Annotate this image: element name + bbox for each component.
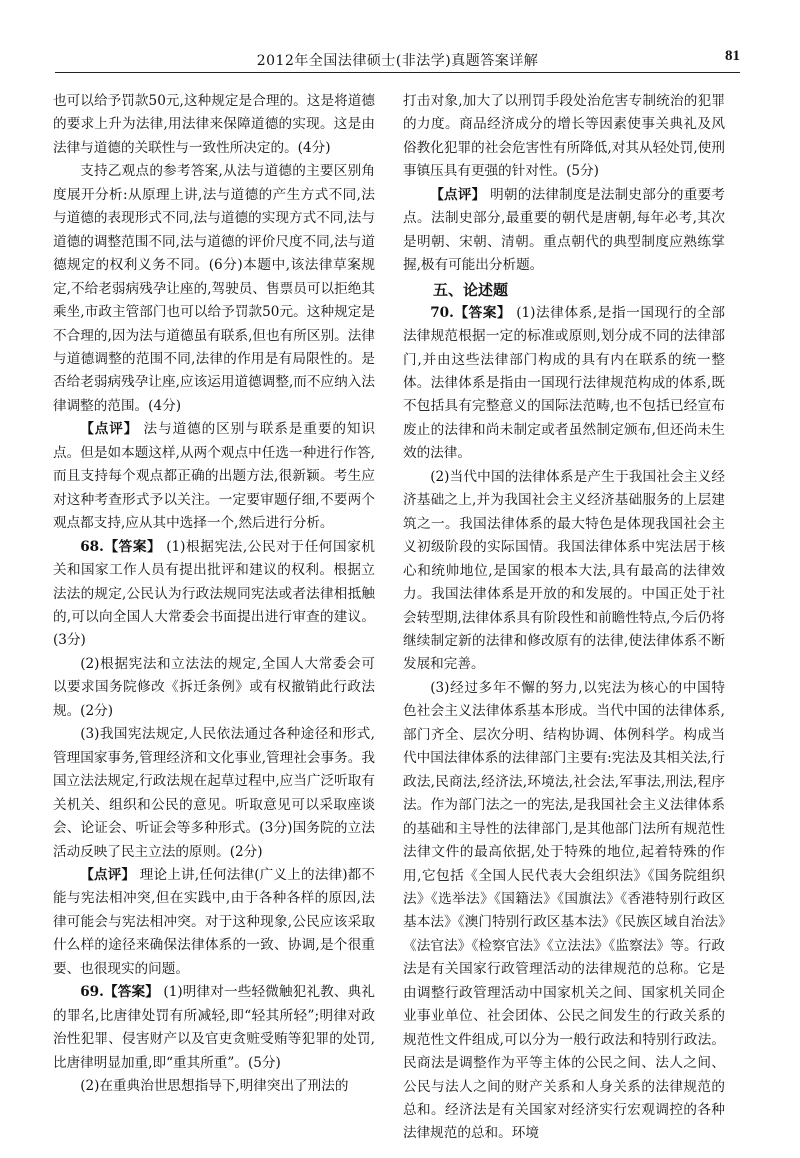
- paragraph: [403, 677, 725, 1146]
- paragraph-heading: 68.【答案】: [80, 538, 162, 555]
- paragraph: [53, 90, 375, 160]
- paragraph-text: 打击对象,加大了以刑罚手段处治危害专制统治的犯罪的力度。商品经济成分的增长等因素使事关典礼及风俗教化犯罪的社会危害性有所降低,对其从轻处罚,使刑事镇压具有更强的针对性。(5分): [403, 93, 725, 180]
- paragraph-text: (3)我国宪法规定,人民依法通过各种途径和形式,管理国家事务,管理经济和文化事业,管理社会事务。我国立法法规定,行政法规在起草过程中,应当广泛听取有关机关、组织和公民的意见。听取意见可以采取座谈会、论证会、听证会等多种形式。(3分)国务院的立法活动反映了民主立法的原则。(2分): [53, 726, 375, 860]
- paragraph-heading: 【点评】: [80, 421, 139, 438]
- right-column: [403, 90, 725, 1146]
- running-header: [55, 44, 740, 73]
- paragraph-text: (1)根据宪法,公民对于任何国家机关和国家工作人员有提出批评和建议的权利。根据立法法的规定,公民认为行政法规同宪法或者法律相抵触的,可以向全国人大常委会书面提出进行审查的建议。(3分): [53, 538, 375, 649]
- left-column: [53, 90, 375, 1098]
- section-title: 五、论述题: [433, 280, 509, 299]
- paragraph-text: 支持乙观点的参考答案,从法与道德的主要区别角度展开分析:从原理上讲,法与道德的产生方式不同,法与道德的表现形式不同,法与道德的实现方式不同,法与道德的调整范围不同,法与道德的评价尺度不同,法与道德规定的权利义务不同。(6分)本题中,该法律草案规定,不给老弱病残孕让座的,驾驶员、售票员可以拒绝其乘坐,市政主管部门也可以给予罚款50元。这种规定是不合理的,因为法与道德虽有联系,但也有所区别。法律与道德调整的范围不同,法律的作用是有局限性的。是否给老弱病残孕让座,应该运用道德调整,而不应纳入法律调整的范围。(4分): [53, 163, 375, 414]
- paragraph: [53, 723, 375, 864]
- paragraph: [53, 418, 375, 535]
- paragraph: [53, 160, 375, 418]
- paragraph-heading: 69.【答案】: [80, 984, 159, 1001]
- paragraph: [53, 864, 375, 981]
- paragraph-text: 明朝的法律制度是法制史部分的重要考点。法制史部分,最重要的朝代是唐朝,每年必考,其次是明朝、宋朝、清朝。重点朝代的典型制度应熟练掌握,极有可能出分析题。: [403, 186, 726, 274]
- paragraph-text: (2)在重典治世思想指导下,明律突出了刑法的: [80, 1078, 349, 1095]
- paragraph: [53, 981, 375, 1075]
- paragraph: [53, 653, 375, 723]
- page-number: 81: [725, 48, 740, 64]
- paragraph-heading: 【点评】: [430, 186, 486, 203]
- paragraph-text: (2)根据宪法和立法法的规定,全国人大常委会可以要求国务院修改《拆迁条例》或有权撤销此行政法规。(2分): [53, 655, 375, 719]
- paragraph-text: 理论上讲,任何法律(广义上的法律)都不能与宪法相冲突,但在实践中,由于各种各样的原因,法律可能会与宪法相冲突。对于这种现象,公民应该采取什么样的途径来确保法律体系的一致、协调,是个很重要、也很现实的问题。: [53, 866, 376, 977]
- paragraph-text: (1)明律对一些轻微触犯礼教、典礼的罪名,比唐律处罚有所减轻,即“轻其所轻”;明律对政治性犯罪、侵害财产以及官吏贪赃受贿等犯罪的处罚,比唐律明显加重,即“重其所重”。(5分): [53, 984, 375, 1071]
- paragraph-text: (1)法律体系,是指一国现行的全部法律规范根据一定的标准或原则,划分成不同的法律部门,并由这些法律部门构成的具有内在联系的统一整体。法律体系是指由一国现行法律规范构成的体系,既不包括具有完整意义的国际法范畴,也不包括已经宣布废止的法律和尚未制定或者虽然制定颁布,但还尚未生效的法律。: [403, 304, 725, 462]
- paragraph-text: (3)经过多年不懈的努力,以宪法为核心的中国特色社会主义法律体系基本形成。当代中国的法律体系,部门齐全、层次分明、结构协调、体例科学。构成当代中国法律体系的法律部门主要有:宪法及其相关法,行政法,民商法,经济法,环境法,社会法,军事法,刑法,程序法。作为部门法之一的宪法,是我国社会主义法律体系的基础和主导性的法律部门,是其他部门法所有规范性法律文件的最高依据,处于特殊的地位,起着特殊的作用,它包括《全国人民代表大会组织法》《国务院组织法》《选举法》《国籍法》《国旗法》《香港特别行政区基本法》《澳门特别行政区基本法》《民族区域自治法》《法官法》《检察官法》《立法法》《监察法》等。行政法是有关国家行政管理活动的法律规范的总称。它是由调整行政管理活动中国家机关之间、国家机关同企业事业单位、社会团体、公民之间发生的行政关系的规范性文件组成,可以分为一般行政法和特别行政法。民商法是调整作为平等主体的公民之间、法人之间、公民与法人之间的财产关系和人身关系的法律规范的总和。经济法是有关国家对经济实行宏观调控的各种法律规范的总和。环境: [403, 679, 725, 1142]
- paragraph: [403, 302, 725, 466]
- paragraph: [403, 184, 725, 278]
- paragraph: [403, 90, 725, 184]
- paragraph: [53, 536, 375, 653]
- paragraph-text: 也可以给予罚款50元,这种规定是合理的。这是将道德的要求上升为法律,用法律来保障道德的实现。这是由法律与道德的关联性与一致性所决定的。(4分): [53, 93, 375, 156]
- paragraph-text: (2)当代中国的法律体系是产生于我国社会主义经济基础之上,并为我国社会主义经济基础服务的上层建筑之一。我国法律体系的最大特色是体现我国社会主义初级阶段的实际国情。我国法律体系中宪法居于核心和统帅地位,是国家的根本大法,具有最高的法律效力。我国法律体系是开放的和发展的。中国正处于社会转型期,法律体系具有阶段性和前瞻性特点,今后仍将继续制定新的法律和修改原有的法律,使法律体系不断发展和完善。: [403, 468, 725, 673]
- paragraph: [53, 1075, 375, 1098]
- paragraph-heading: 【点评】: [80, 866, 136, 883]
- paragraph: [403, 466, 725, 677]
- header-title: 2012年全国法律硕士(非法学)真题答案详解: [256, 53, 539, 69]
- paragraph-heading: 70.【答案】: [430, 304, 512, 321]
- paragraph-text: 法与道德的区别与联系是重要的知识点。但是如本题这样,从两个观点中任选一种进行作答,而且支持每个观点都正确的出题方法,很新颖。考生应对这种考查形式予以关注。一定要审题仔细,不要两个观点都支持,应从其中选择一个,然后进行分析。: [53, 421, 376, 532]
